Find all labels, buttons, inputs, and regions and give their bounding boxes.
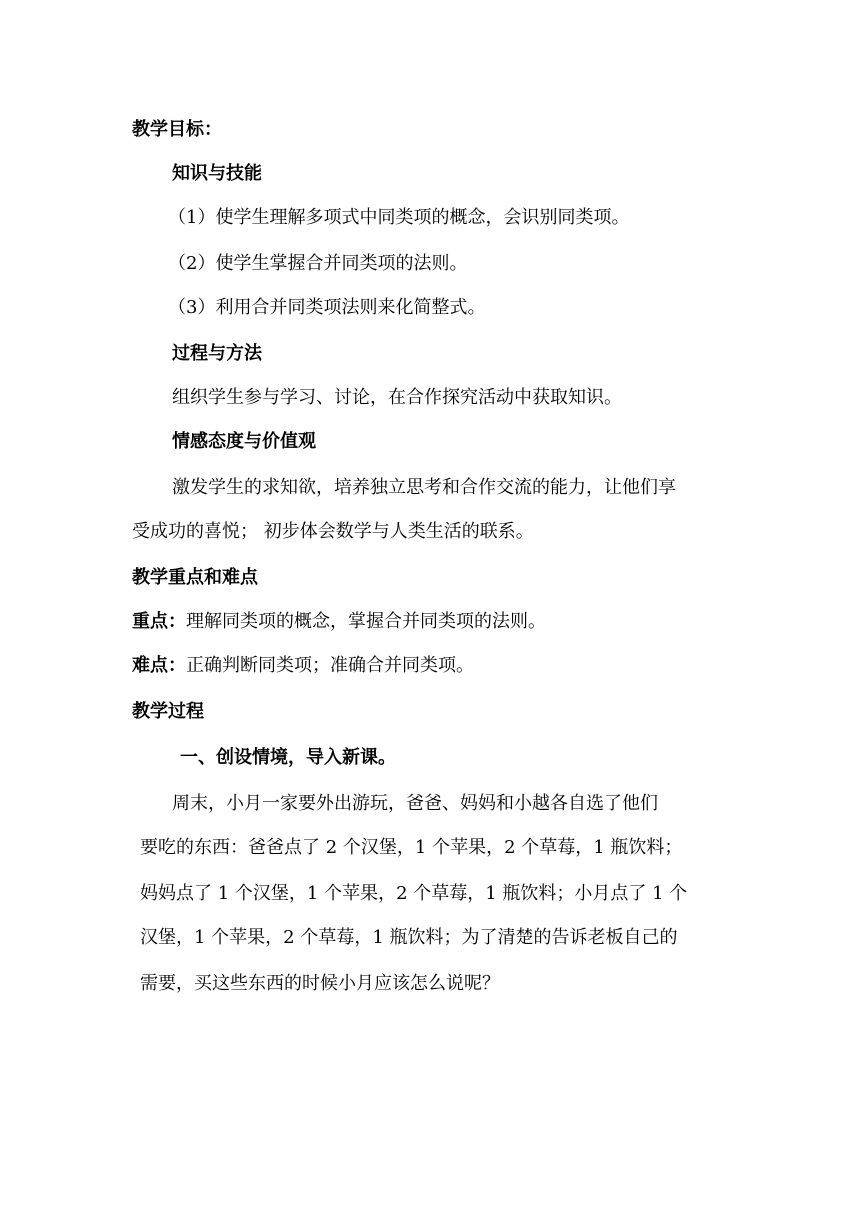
key-point-row <box>132 610 546 634</box>
process-method-heading: 过程与方法 <box>172 343 262 364</box>
difficulty-row <box>132 654 474 678</box>
key-difficulty-heading: 教学重点和难点 <box>132 567 258 588</box>
story-line-2: 要吃的东西：爸爸点了 2 个汉堡，1 个苹果，2 个草莓，1 瓶饮料； <box>140 837 683 858</box>
objectives-heading: 教学目标： <box>132 119 222 140</box>
story-line-5: 需要，买这些东西的时候小月应该怎么说呢？ <box>140 973 500 994</box>
key-point-text: 理解同类项的概念，掌握合并同类项的法则。 <box>186 611 546 632</box>
story-line-4: 汉堡，1 个苹果，2 个草莓，1 瓶饮料；为了清楚的告诉老板自己的 <box>140 927 678 948</box>
step-1-heading: 一、创设情境，导入新课。 <box>180 747 396 768</box>
story-line-1: 周末，小月一家要外出游玩，爸爸、妈妈和小越各自选了他们 <box>172 793 658 814</box>
difficulty-text: 正确判断同类项；准确合并同类项。 <box>186 655 474 676</box>
emotion-heading: 情感态度与价值观 <box>172 431 316 452</box>
emotion-text-line-2: 受成功的喜悦； 初步体会数学与人类生活的联系。 <box>132 521 534 542</box>
knowledge-heading: 知识与技能 <box>172 163 262 184</box>
key-point-label: 重点： <box>132 611 186 632</box>
difficulty-label: 难点： <box>132 655 186 676</box>
knowledge-item-2: （2）使学生掌握合并同类项的法则。 <box>168 253 468 274</box>
story-line-3: 妈妈点了 1 个汉堡，1 个苹果，2 个草莓，1 瓶饮料；小月点了 1 个 <box>140 883 688 904</box>
knowledge-item-3: （3）利用合并同类项法则来化简整式。 <box>168 297 486 318</box>
emotion-text-line-1: 激发学生的求知欲，培养独立思考和合作交流的能力，让他们享 <box>172 477 676 498</box>
process-method-text: 组织学生参与学习、讨论，在合作探究活动中获取知识。 <box>172 387 622 408</box>
knowledge-item-1: （1）使学生理解多项式中同类项的概念，会识别同类项。 <box>168 207 630 228</box>
teaching-process-heading: 教学过程 <box>132 701 204 722</box>
